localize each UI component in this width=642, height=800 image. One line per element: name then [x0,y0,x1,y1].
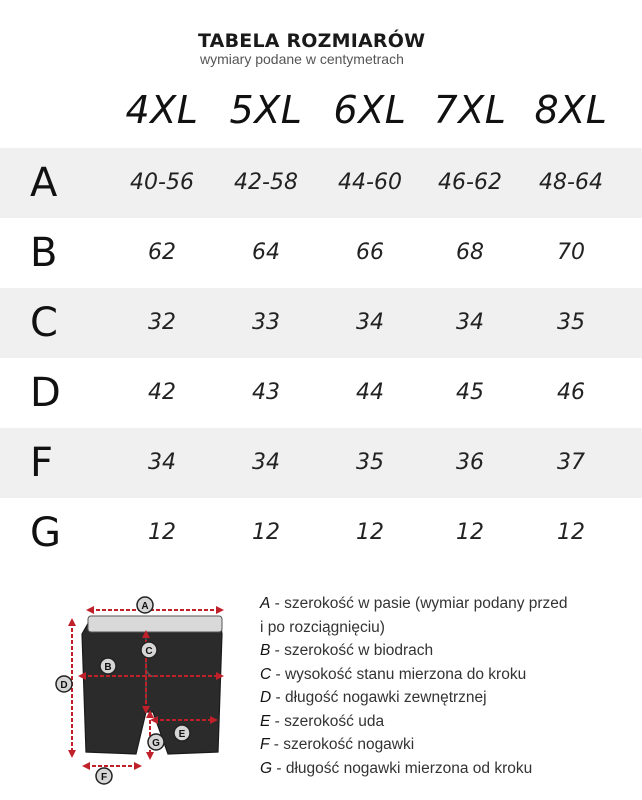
marker-a [137,597,153,613]
table-cell: 35 [356,450,384,475]
table-cell: 12 [252,520,280,545]
svg-text:C: C [145,646,153,657]
table-row [0,288,642,358]
title: TABELA ROZMIARÓW [198,30,426,52]
shorts-outline [82,620,222,754]
row-label: G [30,510,61,556]
table-cell: 12 [148,520,176,545]
legend-item: B - szerokość w biodrach [260,642,434,659]
table-cell: 46-62 [438,170,502,195]
table-cell: 42 [148,380,176,405]
legend-item: C - wysokość stanu mierzona do kroku [260,665,527,683]
table-cell: 34 [148,450,176,475]
marker-c [141,642,157,658]
legend-item: A - szerokość w pasie (wymiar podany przed [260,595,568,612]
svg-text:D: D [60,680,68,691]
size-header-6xl: 6XL [333,88,407,132]
table-cell: 12 [557,520,585,545]
svg-text:G: G [152,738,160,749]
row-label: A [30,160,58,206]
svg-text:A: A [141,601,149,612]
table-row [0,428,642,498]
table-cell: 37 [557,450,585,475]
subtitle: wymiary podane w centymetrach [200,51,404,67]
table-cell: 43 [252,380,280,405]
table-cell: 46 [557,380,585,405]
size-header-4xl: 4XL [125,88,199,132]
marker-g [148,734,164,750]
legend-item: D - długość nogawki zewnętrznej [260,689,487,706]
table-cell: 68 [456,240,484,265]
row-label: D [30,370,61,416]
marker-e [174,725,190,741]
table-cell: 45 [456,380,484,405]
row-label: B [30,230,58,276]
legend [260,592,640,780]
legend-item: E - szerokość uda [260,712,385,730]
table-cell: 70 [557,240,585,265]
table-row [0,498,642,568]
size-header-7xl: 7XL [433,88,507,132]
legend-item: F - szerokość nogawki [260,736,415,753]
row-label: F [30,440,54,486]
table-row [0,358,642,428]
table-cell: 12 [356,520,384,545]
table-row [0,218,642,288]
size-header-8xl: 8XL [534,88,608,132]
table-cell: 42-58 [234,170,298,195]
table-cell: 44 [356,380,384,405]
table-cell: 44-60 [338,170,402,195]
table-cell: 36 [456,450,484,475]
svg-text:E: E [178,729,186,740]
row-label: C [30,300,58,346]
table-cell: 34 [456,310,484,335]
svg-text:B: B [104,662,112,673]
table-cell: 48-64 [539,170,603,195]
table-cell: 35 [557,310,585,335]
legend-item: G - długość nogawki mierzona od kroku [260,759,533,777]
table-cell: 34 [252,450,280,475]
table-cell: 66 [356,240,384,265]
marker-d [56,676,72,692]
table-row [0,148,642,218]
table-cell: 12 [456,520,484,545]
table-cell: 62 [148,240,176,265]
table-cell: 40-56 [130,170,194,195]
marker-b [100,658,116,674]
table-cell: 32 [148,310,176,335]
shorts-diagram [50,592,240,792]
table-cell: 64 [252,240,280,265]
marker-f [96,768,112,784]
waistband [88,616,222,632]
size-header-5xl: 5XL [229,88,303,132]
legend-item: i po rozciągnięciu) [260,618,385,636]
table-cell: 33 [252,310,280,335]
svg-text:F: F [100,772,108,783]
table-cell: 34 [356,310,384,335]
